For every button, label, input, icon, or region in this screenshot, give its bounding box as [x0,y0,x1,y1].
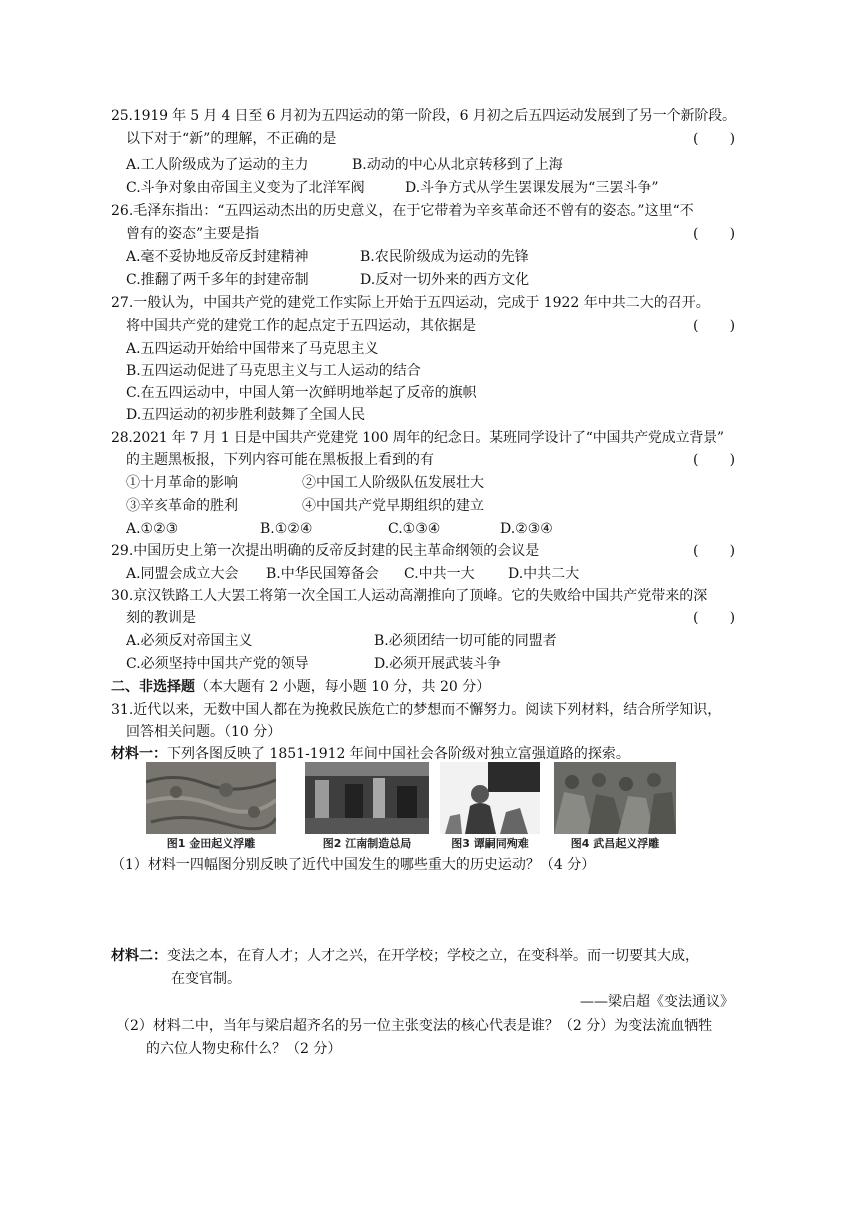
q27-option-a: A.五四运动开始给中国带来了马克思主义 [126,341,379,357]
material2-line1 [111,946,699,966]
section2-heading: 二、非选择题 [111,679,195,695]
figure4-caption: 图4 武昌起义浮雕 [570,837,660,850]
q30-option-c: C.必须坚持中国共产党的领导 [126,656,309,672]
q30-answer-blank: ( ) [693,610,736,626]
q25-option-d: D.斗争方式从学生罢课发展为“三罢斗争” [405,180,659,196]
q28-item-3: ③辛亥革命的胜利 [126,498,238,514]
q26-option-b: B.农民阶级成为运动的先锋 [360,249,529,265]
q27-stem-line1: 27.一般认为，中国共产党的建党工作实际上开始于五四运动，完成于 1922 年中共二大的召开。 [111,295,710,311]
q29-answer-blank: ( ) [693,543,736,559]
sub-question-1: （1）材料一四幅图分别反映了近代中国发生的哪些重大的历史运动？（4 分） [111,857,596,873]
q27-stem-line2: 将中国共产党的建党工作的起点定于五四运动，其依据是 [126,318,476,334]
q29-option-b: B.中华民国筹备会 [266,566,379,582]
q26-stem-line2: 曾有的姿态”主要是指 [126,226,260,242]
material1-line [111,744,630,764]
section2-note: （本大题有 2 小题，每小题 10 分，共 20 分） [195,679,491,695]
material2-line2: 在变官制。 [171,971,241,987]
sub-question-2-line1: （2）材料二中，当年与梁启超齐名的另一位主张变法的核心代表是谁？（2 分）为变法流血牺牲 [116,1018,713,1034]
q25-option-c: C.斗争对象由帝国主义变为了北洋军阀 [126,180,365,196]
q29-stem-line1: 29.中国历史上第一次提出明确的反帝反封建的民主革命纲领的会议是 [111,543,540,559]
q28-item-1: ①十月革命的影响 [126,475,238,491]
jintian-uprising-relief-image [146,762,276,834]
q30-option-b: B.必须团结一切可能的同盟者 [374,633,557,649]
q26-stem-line1: 26.毛泽东指出：“五四运动杰出的历史意义，在于它带着为辛亥革命还不曾有的姿态。”这里“不 [111,203,694,219]
material2-label: 材料二： [111,948,167,964]
q28-option-a: A.①②③ [126,521,179,537]
relief-texture-icon [146,762,276,834]
q25-option-a: A.工人阶级成为了运动的主力 [126,157,309,173]
figure2-caption: 图2 江南制造总局 [322,837,412,850]
factory-machinery-icon [305,762,429,834]
q30-stem-line2: 刻的教训是 [126,610,196,626]
martyr-portrait-icon [440,762,540,834]
q31-stem-line2: 回答相关问题。（10 分） [126,724,282,740]
q28-answer-blank: ( ) [693,452,736,468]
q31-stem-line1: 31.近代以来，无数中国人都在为挽救民族危亡的梦想而不懈努力。阅读下列材料，结合所学知识， [111,702,722,718]
sub-question-2-line2: 的六位人物史称什么？（2 分） [146,1041,342,1057]
q25-option-b: B.动动的中心从北京转移到了上海 [352,157,563,173]
q25-stem-line2: 以下对于“新”的理解，不正确的是 [126,131,337,147]
q28-option-d: D.②③④ [500,521,553,537]
tan-sitong-martyrdom-image [440,762,540,834]
jiangnan-arsenal-image [305,762,429,834]
q28-option-c: C.①③④ [388,521,441,537]
battle-relief-icon [554,762,676,834]
q27-option-b: B.五四运动促进了马克思主义与工人运动的结合 [126,363,421,379]
material2-text-1: 变法之本，在育人才；人才之兴，在开学校；学校之立，在变科举。而一切要其大成， [167,948,699,964]
section2-header [111,677,490,697]
q28-item-2: ②中国工人阶级队伍发展壮大 [302,475,484,491]
q29-option-a: A.同盟会成立大会 [126,566,239,582]
q30-option-a: A.必须反对帝国主义 [126,633,253,649]
q26-option-d: D.反对一切外来的西方文化 [360,272,530,288]
q28-option-b: B.①②④ [260,521,313,537]
wuchang-uprising-relief-image [554,762,676,834]
material1-text: 下列各图反映了 1851-1912 年间中国社会各阶级对独立富强道路的探索。 [167,746,630,762]
figure3-caption: 图3 谭嗣同殉难 [451,837,529,850]
q26-option-c: C.推翻了两千多年的封建帝制 [126,272,309,288]
q29-option-d: D.中共二大 [508,566,580,582]
q27-option-d: D.五四运动的初步胜利鼓舞了全国人民 [126,407,366,423]
q26-option-a: A.毫不妥协地反帝反封建精神 [126,249,309,265]
q27-answer-blank: ( ) [693,318,736,334]
q29-option-c: C.中共一大 [404,566,475,582]
material1-label: 材料一： [111,746,167,762]
q25-stem-line1: 25.1919 年 5 月 4 日至 6 月初为五四运动的第一阶段，6 月初之后五四运动发展到了另一个新阶段。 [111,108,736,124]
q30-option-d: D.必须开展武装斗争 [374,656,502,672]
q25-answer-blank: ( ) [693,131,736,147]
figure1-caption: 图1 金田起义浮雕 [166,837,256,850]
q27-option-c: C.在五四运动中，中国人第一次鲜明地举起了反帝的旗帜 [126,385,477,401]
q28-stem-line2: 的主题黑板报，下列内容可能在黑板报上看到的有 [126,452,434,468]
material2-source: ——梁启超《变法通议》 [580,994,734,1010]
q28-stem-line1: 28.2021 年 7 月 1 日是中国共产党建党 100 周年的纪念日。某班同学设计了“中国共产党成立背景” [111,430,724,446]
q26-answer-blank: ( ) [693,226,736,242]
q30-stem-line1: 30.京汉铁路工人大罢工将第一次全国工人运动高潮推向了顶峰。它的失败给中国共产党带来的深 [111,588,708,604]
q28-item-4: ④中国共产党早期组织的建立 [302,498,484,514]
